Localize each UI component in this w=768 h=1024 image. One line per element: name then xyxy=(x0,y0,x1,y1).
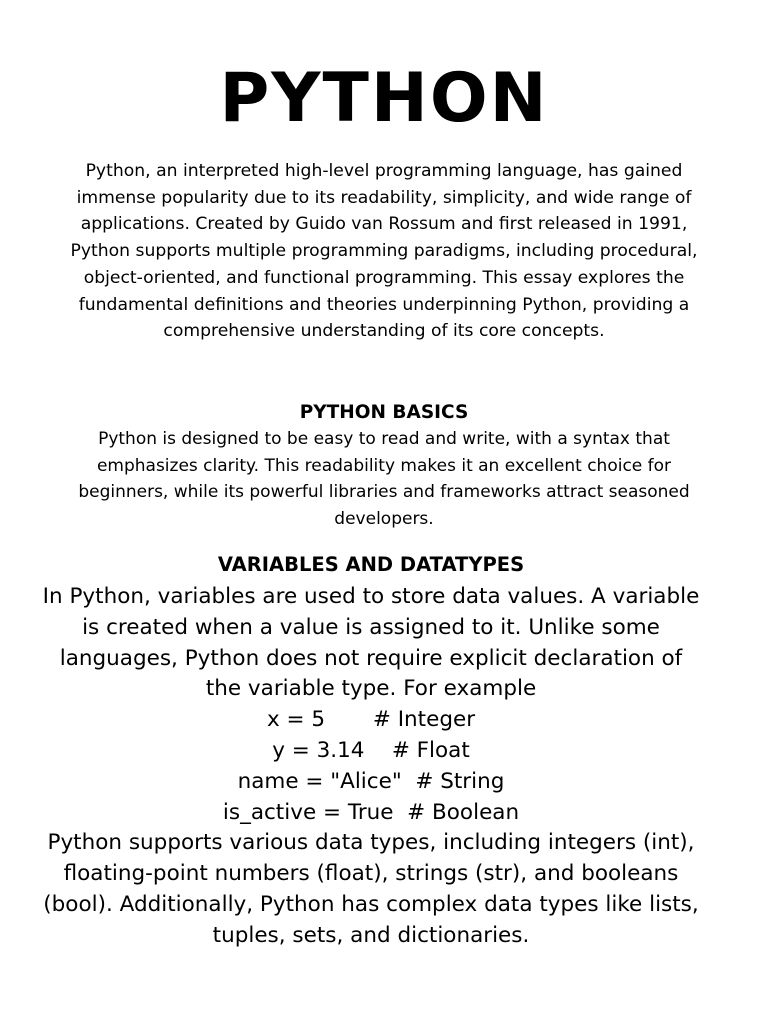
code-line: y = 3.14 # Float xyxy=(272,737,470,763)
code-line: name = "Alice" # String xyxy=(237,768,505,794)
section-heading-basics: PYTHON BASICS xyxy=(299,402,469,423)
section-body-variables xyxy=(40,582,702,952)
page-title: PYTHON xyxy=(219,59,549,138)
variables-outro-paragraph: Python supports various data types, including integers (int), floating-point numbers (float), strings (str), and booleans (bool). Additionally, Python has complex data types like lists, tuples, sets, and dictionaries. xyxy=(43,830,699,948)
section-body-basics: Python is designed to be easy to read and write, with a syntax that emphasizes clarity. This readability makes it an excellent choice for beginners, while its powerful libraries and frameworks attract seasoned developers. xyxy=(78,429,690,530)
code-line: x = 5 # Integer xyxy=(266,707,476,733)
variables-intro-paragraph: In Python, variables are used to store data values. A variable is created when a value is assigned to it. Unlike some languages, Python does not require explicit declaration of the variable type. For example xyxy=(42,584,700,702)
intro-paragraph: Python, an interpreted high-level programming language, has gained immense popularity due to its readability, simplicity, and wide range of applications. Created by Guido van Rossum and first released in 1991, Python supports multiple programming paradigms, including procedural, object-oriented, and functional programming. This essay explores the fundamental definitions and theories underpinning Python, providing a comprehensive understanding of its core concepts. xyxy=(70,161,698,342)
code-line: is_active = True # Boolean xyxy=(222,799,520,825)
section-heading-variables: VARIABLES AND DATATYPES xyxy=(217,553,525,576)
